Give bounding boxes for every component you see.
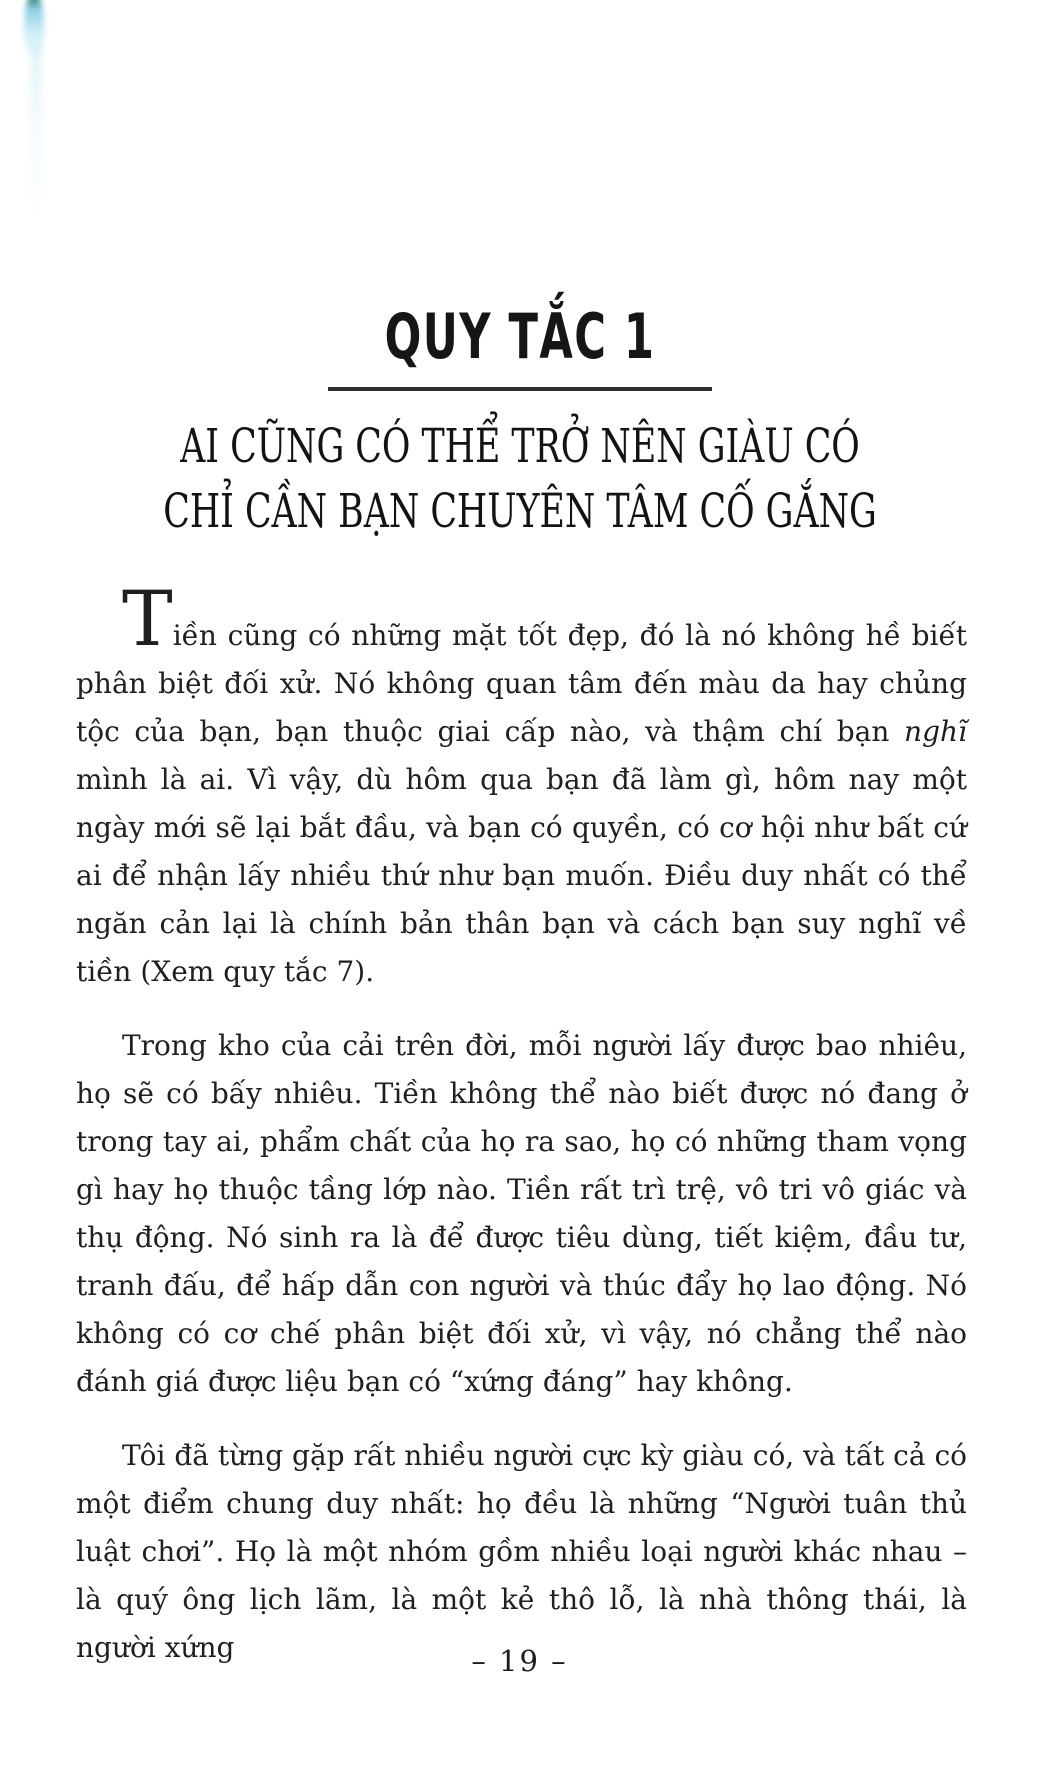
emphasis-word: nghĩ (904, 715, 967, 748)
paragraph-1-text-before-emphasis: iền cũng có những mặt tốt đẹp, đó là nó không hề biết phân biệt đối xử. Nó không quan tâm đến màu da hay chủng tộc của bạn, bạn thuộc giai cấp nào, và thậm chí bạn (76, 619, 967, 748)
body-text (76, 574, 967, 1672)
chapter-kicker: QUY TẮC 1 (384, 300, 655, 374)
drop-cap: T (122, 574, 173, 663)
paragraph-2: Trong kho của cải trên đời, mỗi người lấy được bao nhiêu, họ sẽ có bấy nhiêu. Tiền không thể nào biết được nó đang ở trong tay ai, phẩm chất của họ ra sao, họ có những tham vọng gì hay họ thuộc tầng lớp nào. Tiền rất trì trệ, vô tri vô giác và thụ động. Nó sinh ra là để được tiêu dùng, tiết kiệm, đầu tư, tranh đấu, để hấp dẫn con người và thúc đẩy họ lao động. Nó không có cơ chế phân biệt đối xử, vì vậy, nó chẳng thể nào đánh giá được liệu bạn có “xứng đáng” hay không. (76, 1029, 967, 1398)
chapter-title-line-1: AI CŨNG CÓ THỂ TRỞ NÊN GIÀU CÓ (179, 419, 860, 474)
scan-smudge-fade (30, 40, 42, 230)
chapter-title-line-2: CHỈ CẦN BẠN CHUYÊN TÂM CỐ GẮNG (162, 484, 877, 539)
paragraph-1 (76, 574, 967, 996)
kicker-underline (328, 387, 712, 391)
page-number: – 19 – (471, 1644, 568, 1678)
paragraph-3: Tôi đã từng gặp rất nhiều người cực kỳ giàu có, và tất cả có một điểm chung duy nhất: họ đều là những “Người tuân thủ luật chơi”. Họ là một nhóm gồm nhiều loại người khác nhau – là quý ông lịch lãm, là một kẻ thô lỗ, là nhà thông thái, là người xứng (76, 1439, 967, 1664)
paragraph-1-text-after-emphasis: mình là ai. Vì vậy, dù hôm qua bạn đã làm gì, hôm nay một ngày mới sẽ lại bắt đầu, và bạn có quyền, có cơ hội như bất cứ ai để nhận lấy nhiều thứ như bạn muốn. Điều duy nhất có thể ngăn cản lại là chính bản thân bạn và cách bạn suy nghĩ về tiền (Xem quy tắc 7). (76, 763, 967, 988)
